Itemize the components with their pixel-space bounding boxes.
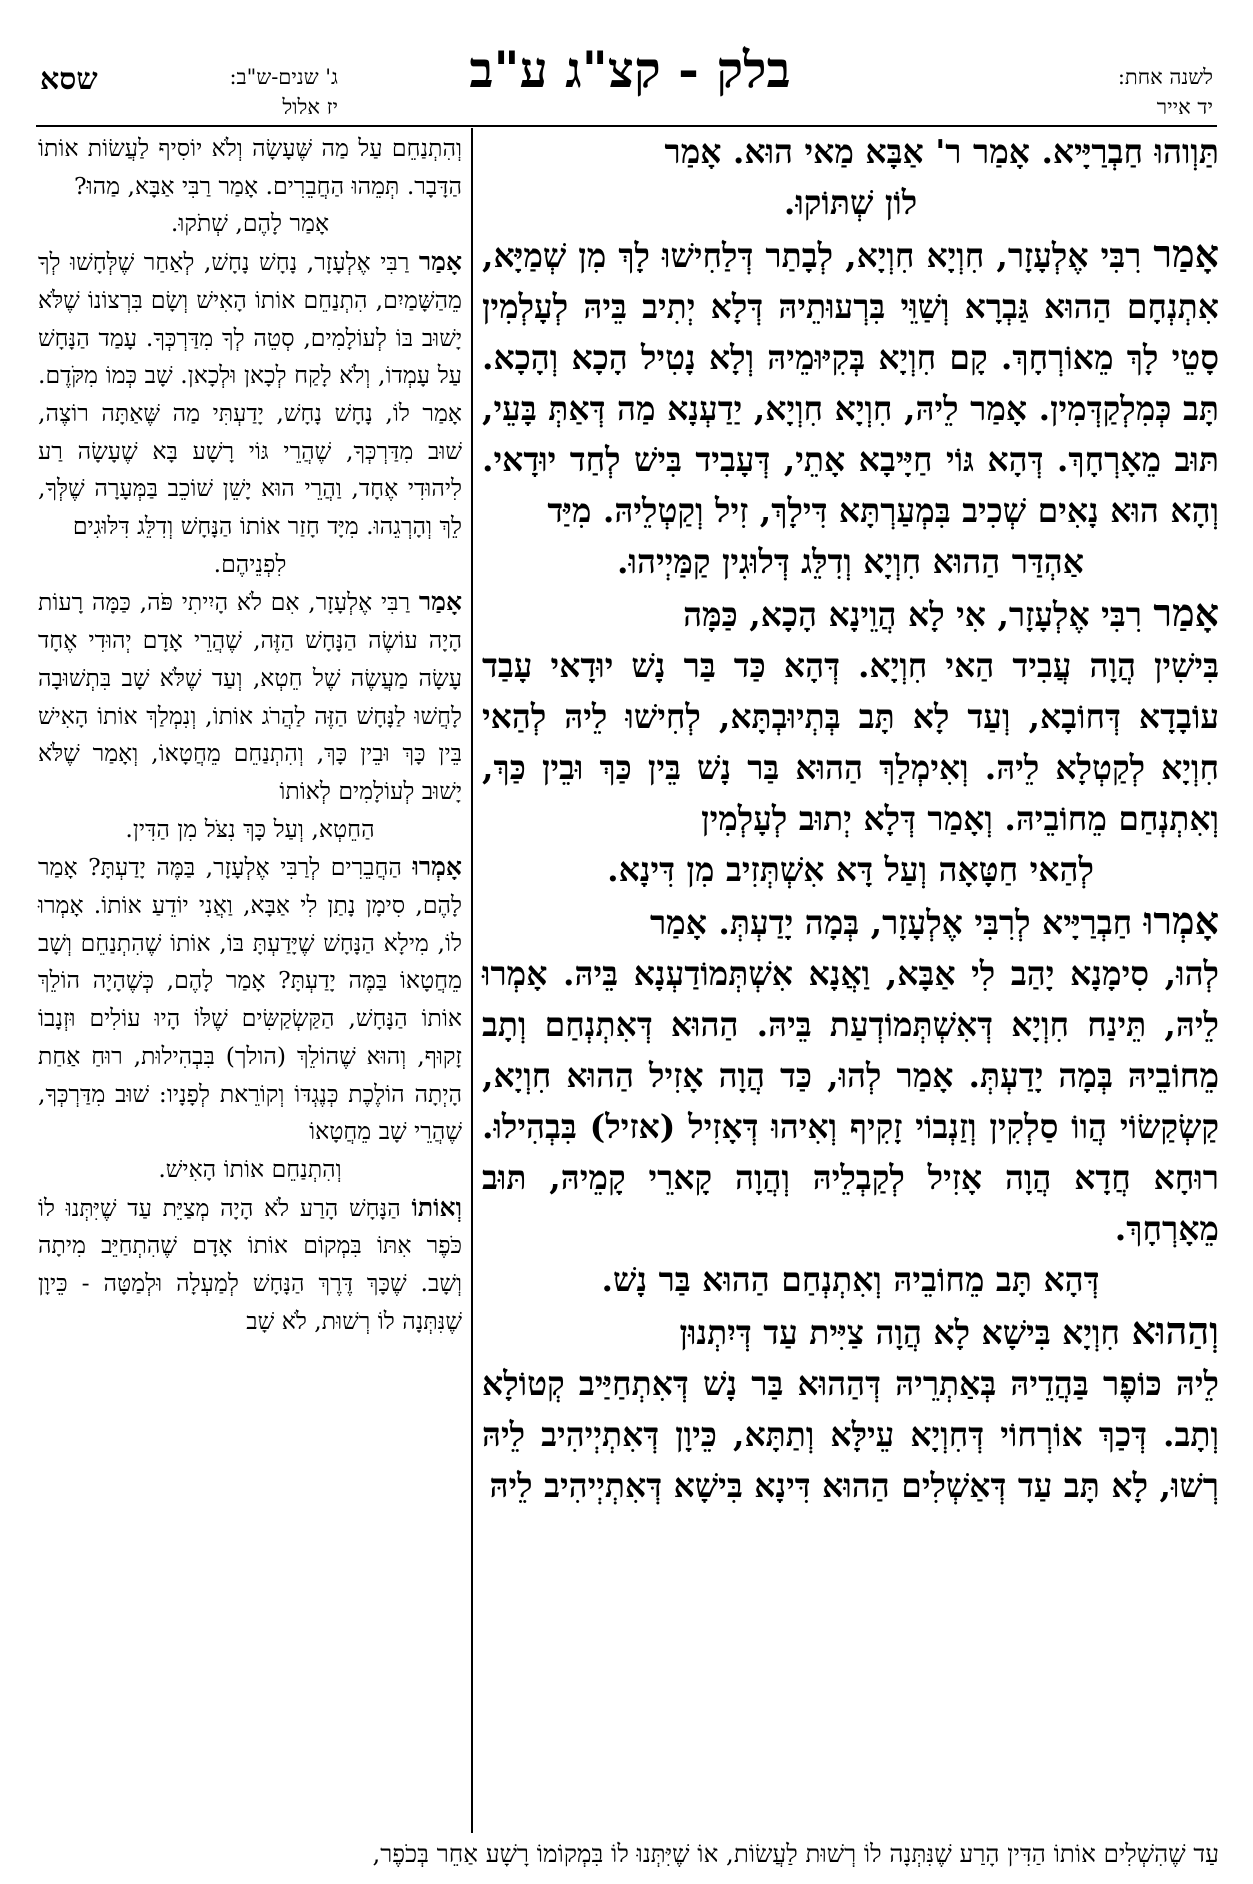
opening-word: אָמְרוּ <box>1143 898 1219 943</box>
aramaic-main-text <box>482 126 1219 1511</box>
paragraph-text: רַבִּי אֶלְעָזָר, נָחָשׁ נָחָשׁ, לְאַחַר שֶׁלְּחָשׁוּ לְךָ מֵהַשָּׁמַיִם, הִתְנַחֵם אוֹתוֹ הָאִישׁ וְשָׂם בִּרְצוֹנוֹ שֶׁלֹּא יָשׁוּב בּוֹ לְעוֹלָמִים, סְטֵה לְךָ מִדַּרְכְּךָ. עָמַד הַנָּחָשׁ עַל עָמְדוֹ, וְלֹא לָקַח לְכָאן וּלְכָאן. שָׁב כְּמוֹ מִקֹּדֶם. אָמַר לוֹ, נָחָשׁ נָחָשׁ, יָדַעְתִּי מַה שֶּׁאַתָּה רוֹצֶה, שׁוּב מִדַּרְכְּךָ, שֶׁהֲרֵי גּוֹי רָשָׁע בָּא שֶׁעָשָׂה רַע לִיהוּדִי אֶחָד, וַהֲרֵי הוּא יָשֵׁן שׁוֹכֵב בַּמְּעָרָה שֶׁלְּךָ, לֵךְ וְהָרְגֵהוּ. מִיָּד חָזַר אוֹתוֹ הַנָּחָשׁ וְדִלֵּג דִּלּוּגִים <box>38 248 462 541</box>
opening-word: וְהַהוּא <box>1131 1308 1219 1353</box>
paragraph: וְהִתְנַחֵם עַל מַה שֶּׁעָשָׂה וְלֹא יוֹסִיף לַעֲשׂוֹת אוֹתוֹ הַדָּבָר. תְּמֵהוּ הַחֲבֵרִים. אָמַר רַבִּי אַבָּא, מַהוּ? <box>38 134 462 200</box>
opening-word: אָמַר <box>1153 231 1219 276</box>
paragraph-end-line: הַחֵטְא, וְעַל כָּךְ נִצֹּל מִן הַדִּין. <box>125 814 375 843</box>
paragraph-text: חַבְרַיָּיא לְרִבִּי אֶלְעָזָר, בְּמָה יָדַעְתְּ. אָמַר <box>649 903 1144 942</box>
paragraph-end-line: אַהְדַּר הַהוּא חִוְיָא וְדִלֵּג דְּלוּגִין קַמַּיְיהוּ. <box>617 542 1084 581</box>
paragraph-end-line: וְהִתְנַחֵם אוֹתוֹ הָאִישׁ. <box>158 1154 342 1183</box>
paragraph-end-line: לְהַאי חַטָּאָה וְעַל דָּא אִשְׁתְּזִיב מִן דִּינָא. <box>607 850 1094 889</box>
paragraph-text: לְהוּ, סִימָנָא יָהַב לִי אַבָּא, וַאֲנָא אִשְׁתְּמוֹדַעְנָא בֵּיהּ. אָמְרוּ לֵיהּ, תֵּינַח חִוְיָא דְּאִשְׁתְּמוֹדְעַת בֵּיהּ. הַהוּא דְּאִתְנְחַם וְתָב מֵחוֹבֵיהּ בְּמָה יָדַעְתְּ. אָמַר לְהוּ, כַּד הֲוָה אָזִיל הַהוּא חִוְיָא, קַשְׂקַשׂוֹי הֲווֹ סַלְקִין וְזַנְבוֹי זָקִיף וְאִיהוּ דְּאָזִיל (אזיל) בִּבְהִילוּ. רוּחָא חֲדָא הֲוָה אָזִיל לְקַבְלֵיהּ וְהֲוָה קָארֵי קָמֵיהּ, תּוּב מֵאָרְחָךְ. <box>482 954 1219 1248</box>
opening-word: אָמַר <box>418 247 462 277</box>
paragraph: תַּוְוהוּ חַבְרַיָּיא. אָמַר ר' אַבָּא מַאי הוּא. אָמַר <box>664 132 1219 171</box>
paragraph-text: רִבִּי אֶלְעָזָר, חִוְיָא חִוְיָא, לְבָתַר דְּלַחִישׁוּ לָךְ מִן שְׁמַיָּא, אִתְנְחָם הַהוּא גַּבְרָא וְשַׁוֵּי בִּרְעוּתֵיהּ דְּלָא יְתִיב בֵּיהּ לְעָלְמִין סָטֵי לָךְ מֵאוֹרְחָךְ. קָם חִוְיָא בְּקִיּוּמֵיהּ וְלָא נָטִיל הָכָא וְהָכָא. תָּב כְּמִלְקַדְּמִין. אָמַר לֵיהּ, חִוְיָא חִוְיָא, יַדַעְנָא מַה דְּאַתְּ בָּעֵי, תּוּב מֵאָרְחָךְ. דְּהָא גּוֹי חַיָּיבָא אָתֵי, דְּעָבִיד בִּישׁ לְחַד יוּדָאי. וְהָא הוּא נָאִים שְׁכִיב בִּמְעַרְתָּא דִּילָךְ, זִיל וְקַטְלֵיהּ. מִיַּד <box>482 236 1219 530</box>
opening-word: אָמַר <box>418 587 462 617</box>
paragraph <box>482 587 1219 640</box>
page-title: בלק - קצ"ג ע"ב <box>469 40 791 99</box>
paragraph-end-line: דְּהָא תָּב מֵחוֹבֵיהּ וְאִתְנְחַם הַהוּא בַּר נָשׁ. <box>601 1260 1100 1299</box>
paragraph-text: בִּישִׁין הֲוָה עֲבִיד הַאי חִוְיָא. דְּהָא כַּד בַּר נָשׁ יוּדָאי עָבַד עוֹבָדָא דְּחוֹבָא, וְעַד לָא תָּב בְּתְיוּבְתָּא, לְחִישׁוּ לֵיהּ לְהַאי חִוְיָא לְקַטְלָא לֵיהּ. וְאִימְלַךְ הַהוּא בַּר נָשׁ בֵּין כַּךְ וּבֵין כַּךְ, וְאִתְנְחַם מֵחוֹבֵיהּ. וְאָמַר דְּלָא יְתוּב לְעָלְמִין <box>482 646 1219 838</box>
hebrew-translation-column <box>38 130 462 1341</box>
opening-word: אָמַר <box>1153 590 1219 635</box>
paragraph-end-line: אָמַר לָהֶם, שְׁתֹקוּ. <box>170 209 330 238</box>
paragraph-end-line: לוֹן שְׁתּוֹקוּ. <box>783 183 918 222</box>
study-schedule-one-year <box>1023 62 1213 122</box>
column-divider <box>471 128 473 1833</box>
paragraph <box>38 243 462 546</box>
study-schedule-three-years <box>128 62 338 122</box>
continuation-line: עַד שֶׁהִשְׁלִים אוֹתוֹ הַדִּין הָרַע שֶׁנִּתְּנָה לוֹ רְשׁוּת לַעֲשׂוֹת, אוֹ שֶׁיִּתְּנוּ לוֹ בִּמְקוֹמוֹ רָשָׁע אַחֵר בְּכֹפֶר, <box>372 1839 1219 1868</box>
paragraph-text: רִבִּי אֶלְעָזָר, אִי לָא הֲוֵינָא הָכָא, כַּמָּה <box>683 595 1154 634</box>
schedule-date: יד אייר <box>1156 95 1213 119</box>
paragraph <box>38 848 462 1151</box>
schedule-label: לשנה אחת: <box>1117 65 1213 89</box>
paragraph-text: לֵיהּ כּוֹפֶר בַּהֲדֵיהּ בְּאַתְרֵיהּ דְּהַהוּא בַּר נָשׁ דְּאִתְחַיַּיב קְטוֹלָא וְתָב. דְּכַךְ אוֹרְחוֹי דְּחִוְיָא עֵילָּא וְתַתָּא, כֵּיוָן דְּאִתְיְיהִיב לֵיהּ רְשׁוּ, לָא תָּב עַד דְּאַשְׁלִים הַהוּא דִּינָא בִּישָׁא דְּאִתְיְיהִיב לֵיהּ <box>482 1364 1219 1505</box>
paragraph <box>38 583 462 810</box>
schedule-date: יז אלול <box>282 95 338 119</box>
paragraph-text: הַנָּחָשׁ הָרַע לֹא הָיָה מְצַיֵּת עַד שֶׁיִּתְּנוּ לוֹ כֹּפֶר אִתּוֹ בִּמְקוֹם אוֹתוֹ אָדָם שֶׁהִתְחַיֵּב מִיתָה וְשָׁב. שֶׁכָּךְ דֶּרֶךְ הַנָּחָשׁ לְמַעְלָה וּלְמַטָּה - כֵּיוָן שֶׁנִּתְּנָה לוֹ רְשׁוּת, לֹא שָׁב <box>38 1193 462 1335</box>
paragraph-end-line: לִפְנֵיהֶם. <box>213 549 287 578</box>
paragraph <box>38 1189 462 1341</box>
paragraph-text: חִוְיָא בִּישָׁא לָא הֲוָה צַיִּית עַד דְּיִתְנוּן <box>679 1313 1132 1352</box>
paragraph-text: רַבִּי אֶלְעָזָר, אִם לֹא הָיִיתִי פֹּה, כַּמָּה רָעוֹת הָיָה עוֹשֶׂה הַנָּחָשׁ הַזֶּה, שֶׁהֲרֵי אָדָם יְהוּדִי אֶחָד עָשָׂה מַעֲשֶׂה שֶׁל חֵטְא, וְעַד שֶׁלֹּא שָׁב בִּתְשׁוּבָה לָחֲשׁוּ לַנָּחָשׁ הַזֶּה לַהֲרֹג אוֹתוֹ, וְנִמְלַךְ אוֹתוֹ הָאִישׁ בֵּין כָּךְ וּבֵין כָּךְ, וְהִתְנַחֵם מֵחֲטָאוֹ, וְאָמַר שֶׁלֹּא יָשׁוּב לְעוֹלָמִים לְאוֹתוֹ <box>38 588 462 805</box>
opening-word: וְאוֹתוֹ <box>411 1192 462 1222</box>
opening-word: אָמְרוּ <box>412 852 462 882</box>
paragraph <box>482 1305 1219 1358</box>
paragraph <box>482 895 1219 948</box>
page-number: שסא <box>40 62 98 97</box>
paragraph <box>482 228 1219 536</box>
schedule-label: ג' שנים-ש"ב: <box>229 65 338 89</box>
paragraph-text: הַחֲבֵרִים לְרַבִּי אֶלְעָזָר, בַּמֶּה יָדַעְתָּ? אָמַר לָהֶם, סִימָן נָתַן לִי אַבָּא, וַאֲנִי יוֹדֵעַ אוֹתוֹ. אָמְרוּ לוֹ, מִילָא הַנָּחָשׁ שֶׁיָּדַעְתָּ בּוֹ, אוֹתוֹ שֶׁהִתְנַחֵם וְשָׁב מֵחֲטָאוֹ בַּמֶּה יָדַעְתָּ? אָמַר לָהֶם, כְּשֶׁהָיָה הוֹלֵךְ אוֹתוֹ הַנָּחָשׁ, הַקַּשְׂקַשִּׂים שֶׁלּוֹ הָיוּ עוֹלִים וּזְנָבוֹ זָקוּף, וְהוּא שֶׁהוֹלֵךְ (הולך) בִּבְהִילוּת, רוּחַ אַחַת הָיְתָה הוֹלֶכֶת כְּנֶגְדּוֹ וְקוֹרֵאת לְפָנָיו: שׁוּב מִדַּרְכְּךָ, שֶׁהֲרֵי שָׁב מֵחֲטָאוֹ <box>38 853 462 1146</box>
